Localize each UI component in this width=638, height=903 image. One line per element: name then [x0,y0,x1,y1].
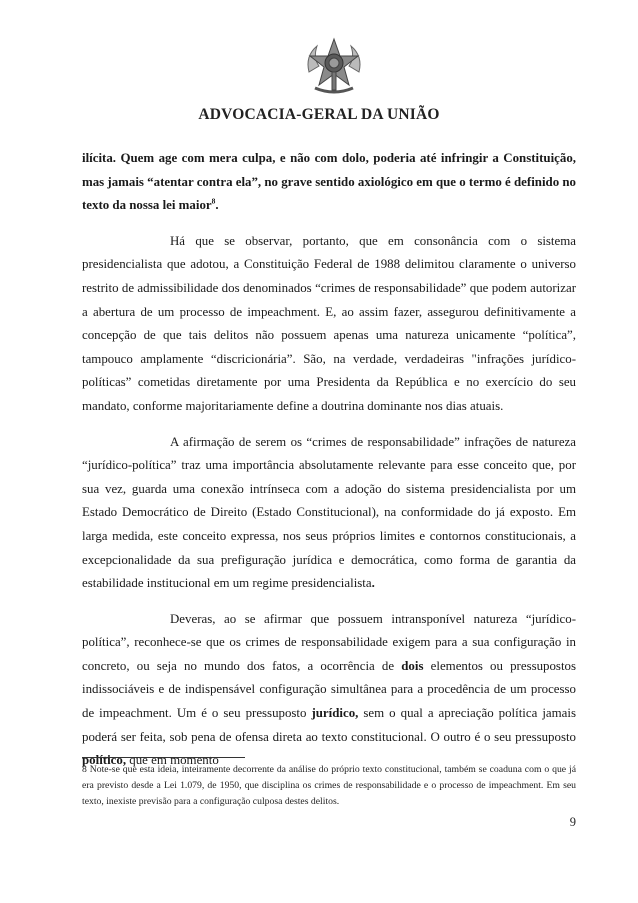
page-header-title: ADVOCACIA-GERAL DA UNIÃO [198,106,440,123]
footnote-divider [82,757,245,758]
paragraph-3-text-3: sem o qual a apreciação política jamais poderá ser feita, sob pena de ofensa direta ao texto constitucional. O outro é o seu pressuposto [82,706,576,744]
paragraph-3-bold-2: jurídico, [311,706,359,721]
paragraph-3-text-4: que em momento [126,753,219,768]
paragraph-3-bold-3: político, [82,753,127,768]
footnote-text: Note-se que esta ideia, inteiramente decorrente da análise do próprio texto constitucional, também se coaduna com o que já era previsto desde a Lei 1.079, de 1950, que disciplina os crimes de responsabilidade e o processo de impeachment. Em seu texto, inexiste previsão para a configuração culposa destes delitos. [82,764,576,807]
intro-paragraph [82,147,576,218]
paragraph-2 [82,431,576,596]
coat-of-arms-icon [303,36,365,98]
intro-text-italic: ilícita [82,151,113,165]
footnote [82,762,576,809]
intro-text-end: . [215,198,219,213]
intro-text: . Quem age com mera culpa, e não com dolo, poderia até infringir a Constituição, mas jamais “atentar contra ela”, no grave sentido axiológico em que o termo é definido no texto da nossa lei maior [82,151,576,213]
page-number: 9 [569,815,576,829]
paragraph-1-text: Há que se observar, portanto, que em consonância com o sistema presidencialista que adotou, a Constituição Federal de 1988 delimitou claramente o universo restrito de admissibilidade dos denominados “crimes de responsabilidade” que podem autorizar a abertura de um processo de impeachment. E, ao assim fazer, assegurou definitivamente a concepção de que tais delitos não possuem apenas uma natureza unicamente “política”, tampouco amplamente “discricionária”. São, na verdade, verdadeiras "infrações jurídico-políticas” cometidas diretamente por uma Presidenta da República e no exercício do seu mandato, conforme majoritariamente define a doutrina dominante nos dias atuais. [82,233,576,413]
document-body [82,147,576,773]
footnote-reference[interactable]: 8 [211,196,216,206]
paragraph-2-end: . [371,576,375,591]
paragraph-2-text: A afirmação de serem os “crimes de responsabilidade” infrações de natureza “jurídico-política” traz uma importância absolutamente relevante para esse conceito que, por sua vez, guarda uma conexão intrínseca com a adoção do sistema presidencialista por um Estado Democrático de Direito (Estado Constitucional), na conformidade do já exposto. Em larga medida, este conceito expressa, nos seus próprios limites e contornos constitucionais, a excepcionalidade da sua prefiguração jurídica e democrática, como forma de garantia da estabilidade institucional em um regime presidencialista [82,434,576,591]
paragraph-3-text-2: elementos ou pressupostos indissociáveis e de indispensável configuração simultânea para a procedência de um processo de impeachment. Um é o seu pressuposto [82,658,576,721]
paragraph-1 [82,230,576,419]
paragraph-3-bold-1: dois [401,658,424,673]
paragraph-3 [82,608,576,773]
footnote-number: 8 [82,764,87,775]
paragraph-3-text-1: Deveras, ao se afirmar que possuem intransponível natureza “jurídico-política”, reconhece-se que os crimes de responsabilidade exigem para a sua configuração in concreto, ou seja no mundo dos fatos, a ocorrência de [82,611,576,673]
